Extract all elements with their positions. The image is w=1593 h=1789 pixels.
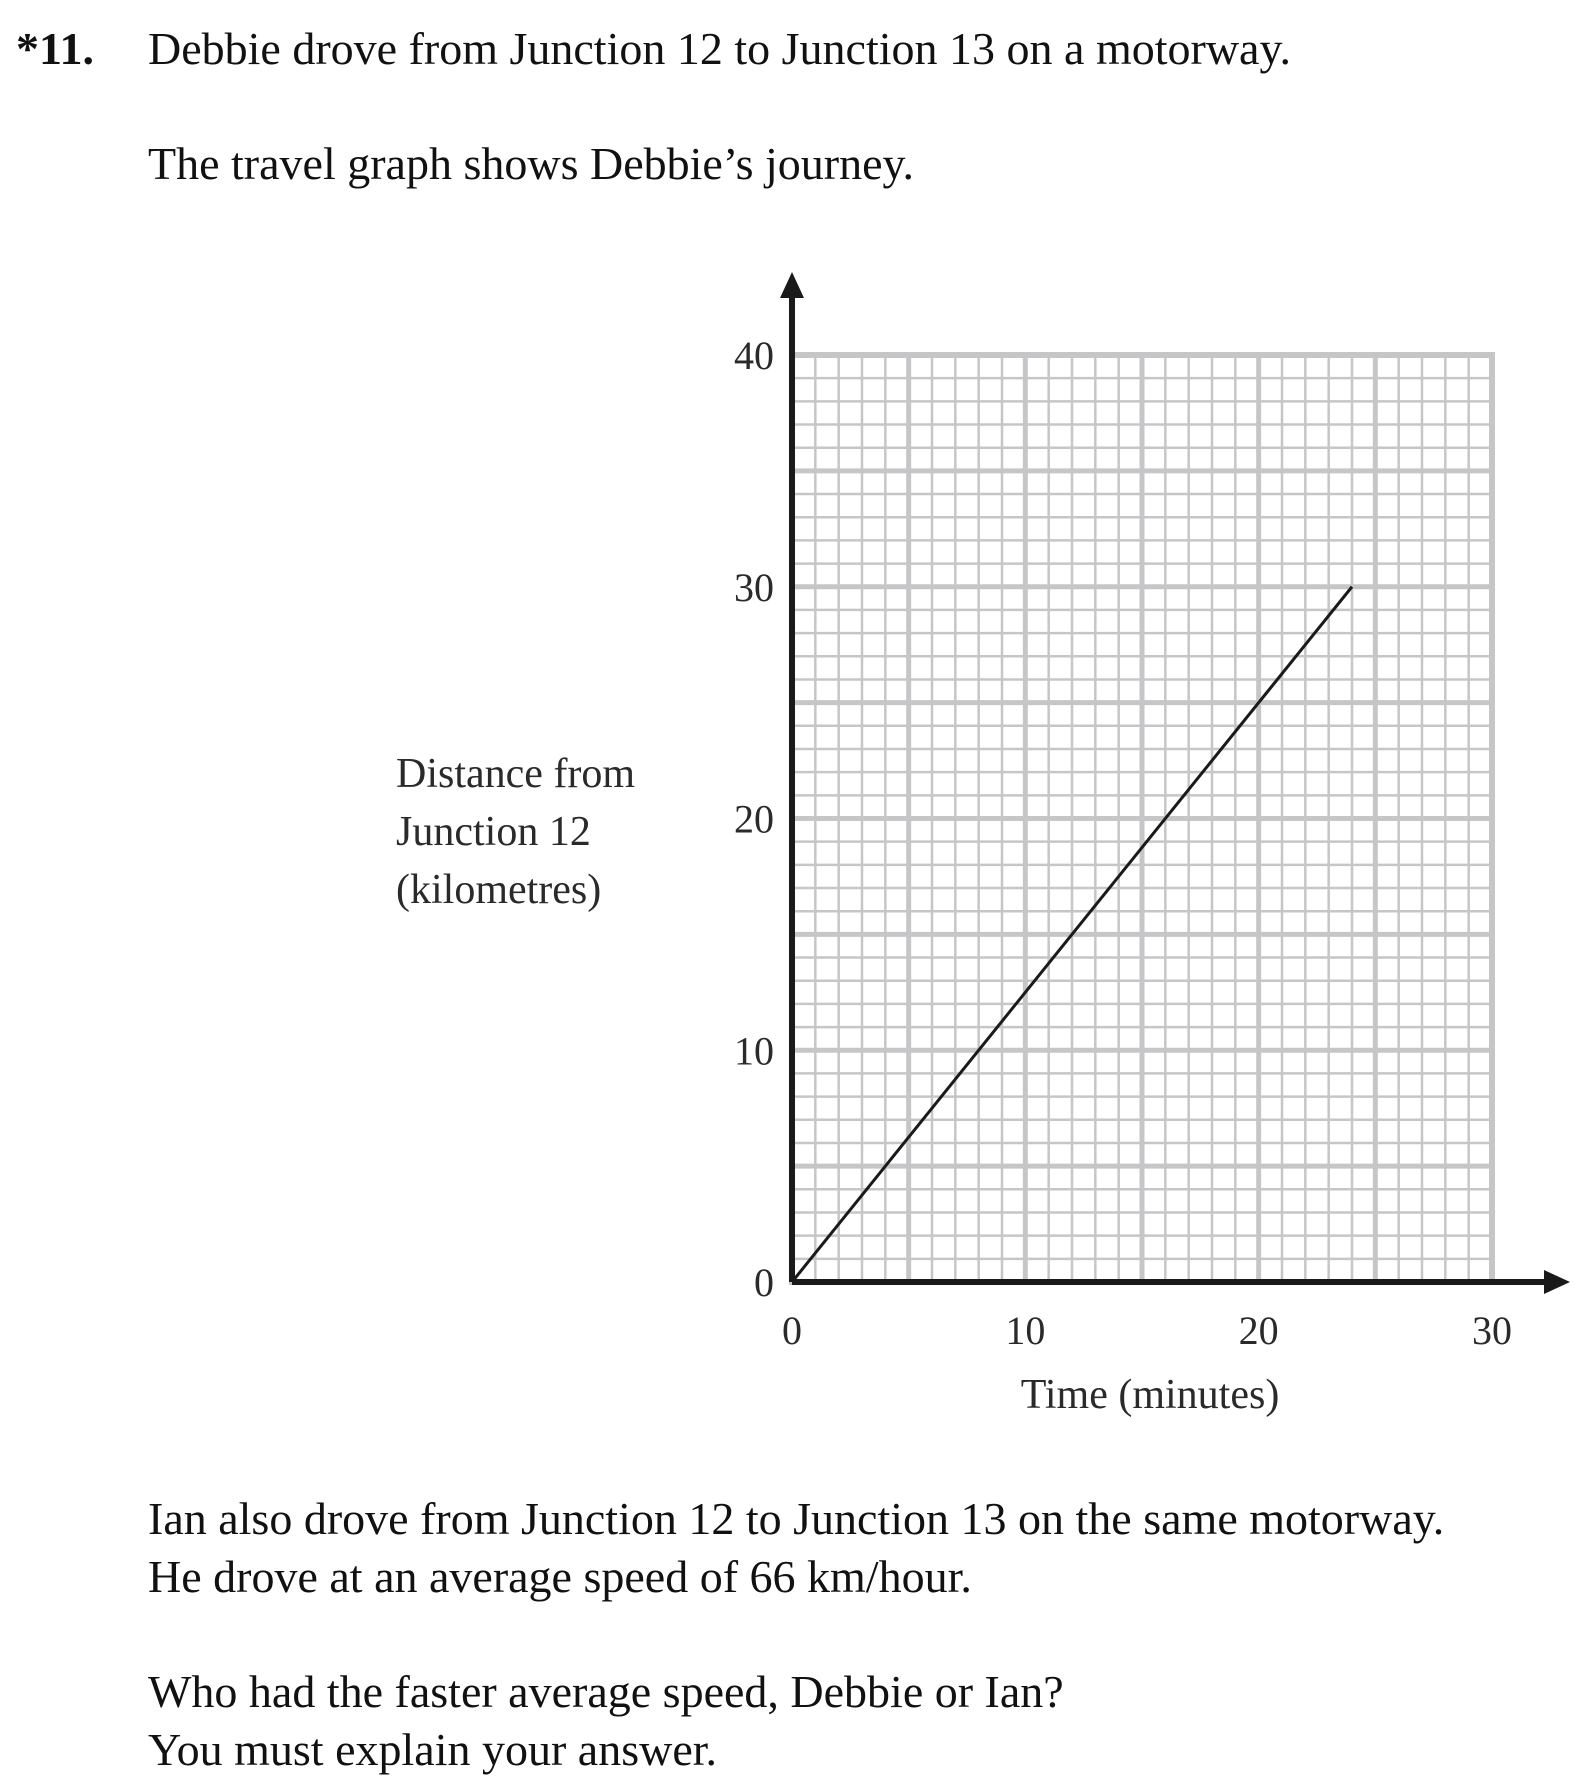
y-tick-label: 40 xyxy=(734,333,774,378)
graph-grid xyxy=(792,355,1492,1282)
y-tick-label: 10 xyxy=(734,1028,774,1074)
x-tick-label: 0 xyxy=(782,1308,802,1353)
y-axis-arrow xyxy=(780,272,804,298)
ian-statement-line-2: He drove at an average speed of 66 km/hour. xyxy=(148,1551,972,1602)
question-ask-line-2: You must explain your answer. xyxy=(148,1724,718,1775)
graph-labels xyxy=(396,333,1512,1418)
question-number: *11. xyxy=(16,23,94,74)
graph-caption: The travel graph shows Debbie’s journey. xyxy=(148,138,915,189)
ian-statement-line-1: Ian also drove from Junction 12 to Junction 13 on the same motorway. xyxy=(148,1493,1445,1544)
x-tick-label: 30 xyxy=(1472,1308,1512,1353)
question-intro: Debbie drove from Junction 12 to Junction 13 on a motorway. xyxy=(148,23,1291,74)
x-tick-label: 10 xyxy=(1005,1308,1046,1353)
x-axis-arrow xyxy=(1544,1270,1570,1294)
y-tick-label: 0 xyxy=(754,1260,774,1305)
y-tick-label: 30 xyxy=(734,564,774,610)
y-axis-title-line: (kilometres) xyxy=(396,867,602,913)
y-axis-title-line: Junction 12 xyxy=(396,809,591,855)
y-tick-label: 20 xyxy=(734,796,774,842)
question-ask-line-1: Who had the faster average speed, Debbie or Ian? xyxy=(148,1666,1064,1717)
x-axis-title: Time (minutes) xyxy=(1020,1372,1280,1418)
y-axis-title-line: Distance from xyxy=(396,751,636,797)
x-tick-label: 20 xyxy=(1238,1308,1279,1353)
